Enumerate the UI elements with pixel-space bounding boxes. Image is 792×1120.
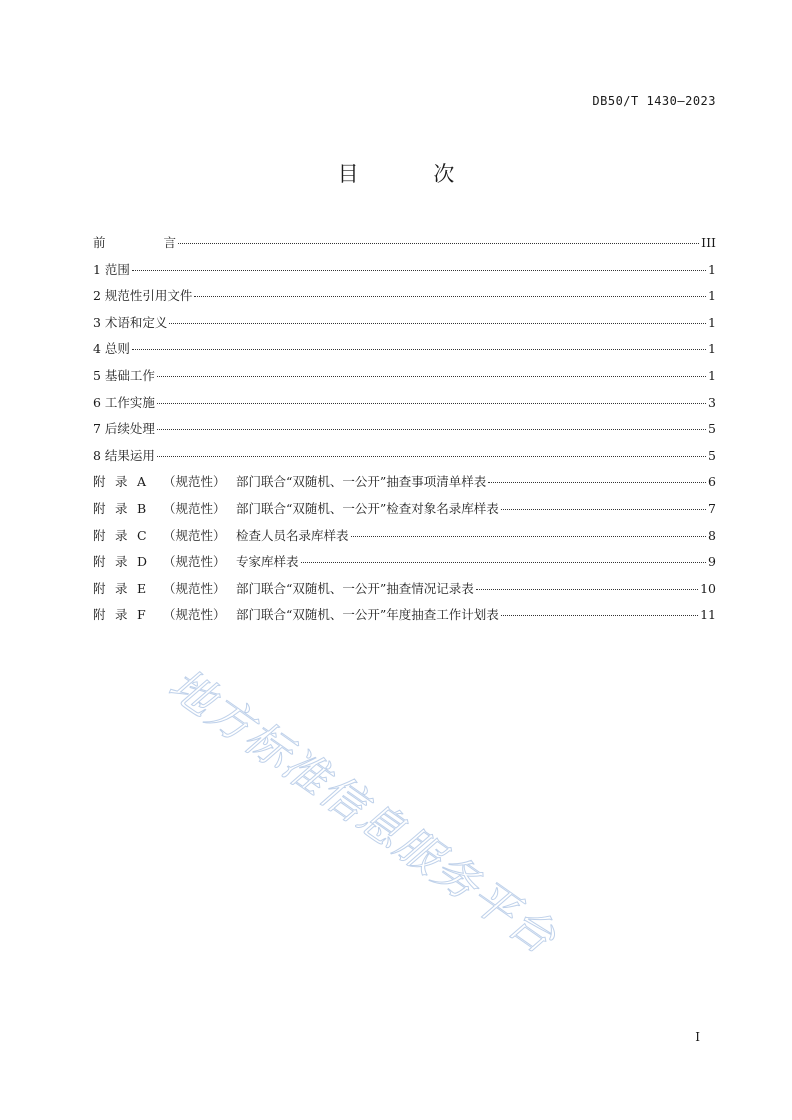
table-of-contents <box>93 233 716 632</box>
annex-prefix: 录 <box>115 580 128 596</box>
toc-item-basic-work[interactable] <box>93 366 716 393</box>
annex-kind: （规范性） <box>163 474 226 490</box>
annex-prefix: 录 <box>115 527 128 543</box>
annex-letter: B <box>137 500 147 516</box>
toc-label <box>93 579 474 597</box>
annex-prefix: 录 <box>115 474 128 490</box>
toc-item-terms[interactable] <box>93 313 716 340</box>
annex-prefix: 附 <box>93 580 106 596</box>
toc-item-scope[interactable] <box>93 260 716 287</box>
toc-label-part: 前 <box>93 235 106 250</box>
toc-label-part: 言 <box>163 235 177 250</box>
toc-item-annex-d[interactable] <box>93 552 716 579</box>
annex-prefix: 录 <box>115 607 128 623</box>
annex-prefix: 附 <box>93 607 106 623</box>
toc-item-annex-b[interactable] <box>93 499 716 526</box>
toc-page-number: 1 <box>708 341 716 357</box>
dot-leader <box>169 323 706 324</box>
annex-name: 部门联合“双随机、一公开”年度抽查工作计划表 <box>236 607 499 623</box>
toc-page-number: 1 <box>708 367 716 383</box>
toc-label: 5 基础工作 <box>93 367 155 383</box>
toc-page-number: 6 <box>708 474 716 490</box>
toc-label <box>93 605 499 623</box>
toc-label <box>93 552 299 570</box>
toc-label <box>93 526 349 544</box>
toc-page-number: 11 <box>700 607 716 623</box>
toc-page-number: 8 <box>708 527 716 543</box>
toc-page-number: 9 <box>708 554 716 570</box>
toc-label: 3 术语和定义 <box>93 314 168 330</box>
dot-leader <box>132 270 706 271</box>
toc-item-results[interactable] <box>93 446 716 473</box>
annex-kind: （规范性） <box>163 500 226 516</box>
toc-item-preface[interactable] <box>93 233 716 260</box>
annex-letter: A <box>137 474 147 490</box>
toc-label: 1 范围 <box>93 261 130 277</box>
toc-item-annex-c[interactable] <box>93 526 716 553</box>
toc-page-number: III <box>701 235 716 250</box>
annex-kind: （规范性） <box>163 527 226 543</box>
dot-leader <box>351 536 706 537</box>
toc-page-number: 10 <box>700 580 716 596</box>
toc-label: 6 工作实施 <box>93 394 155 410</box>
annex-kind: （规范性） <box>163 554 226 570</box>
toc-page-number: 5 <box>708 447 716 463</box>
toc-label: 7 后续处理 <box>93 421 155 437</box>
annex-prefix: 附 <box>93 500 106 516</box>
toc-item-implementation[interactable] <box>93 393 716 420</box>
annex-name: 专家库样表 <box>236 554 299 570</box>
annex-prefix: 附 <box>93 527 106 543</box>
annex-letter: F <box>137 607 146 623</box>
toc-label: 8 结果运用 <box>93 447 155 463</box>
dot-leader <box>488 482 706 483</box>
dot-leader <box>157 456 706 457</box>
toc-label: 2 规范性引用文件 <box>93 288 193 304</box>
annex-name: 检查人员名录库样表 <box>236 527 349 543</box>
annex-prefix: 附 <box>93 474 106 490</box>
toc-item-annex-e[interactable] <box>93 579 716 606</box>
toc-page-number: 1 <box>708 261 716 277</box>
dot-leader <box>157 376 706 377</box>
document-code: DB50/T 1430—2023 <box>592 94 716 108</box>
toc-item-follow-up[interactable] <box>93 419 716 446</box>
toc-page-number: 5 <box>708 421 716 437</box>
toc-label <box>93 499 499 517</box>
toc-item-annex-f[interactable] <box>93 605 716 632</box>
dot-leader <box>501 509 706 510</box>
annex-name: 部门联合“双随机、一公开”抽查事项清单样表 <box>236 474 487 490</box>
toc-item-general[interactable] <box>93 339 716 366</box>
dot-leader <box>194 296 706 297</box>
toc-page-number: 7 <box>708 500 716 516</box>
toc-label <box>93 472 486 490</box>
toc-item-normative-references[interactable] <box>93 286 716 313</box>
annex-letter: D <box>137 554 148 570</box>
watermark: 地方标准信息服务平台 <box>159 659 566 965</box>
annex-kind: （规范性） <box>163 580 226 596</box>
toc-page-number: 1 <box>708 288 716 304</box>
annex-kind: （规范性） <box>163 607 226 623</box>
toc-label: 4 总则 <box>93 341 130 357</box>
page-number: I <box>695 1030 700 1044</box>
dot-leader <box>178 243 699 244</box>
dot-leader <box>301 562 706 563</box>
annex-name: 部门联合“双随机、一公开”检查对象名录库样表 <box>236 500 499 516</box>
annex-prefix: 录 <box>115 554 128 570</box>
page-title: 目 次 <box>337 162 489 186</box>
toc-page-number: 3 <box>708 394 716 410</box>
dot-leader <box>157 403 706 404</box>
annex-letter: C <box>137 527 147 543</box>
toc-page-number: 1 <box>708 314 716 330</box>
dot-leader <box>476 589 698 590</box>
toc-item-annex-a[interactable] <box>93 472 716 499</box>
annex-prefix: 录 <box>115 500 128 516</box>
dot-leader <box>132 349 706 350</box>
toc-label <box>93 233 176 251</box>
annex-prefix: 附 <box>93 554 106 570</box>
annex-letter: E <box>137 580 147 596</box>
annex-name: 部门联合“双随机、一公开”抽查情况记录表 <box>236 580 474 596</box>
dot-leader <box>157 429 706 430</box>
dot-leader <box>501 615 698 616</box>
